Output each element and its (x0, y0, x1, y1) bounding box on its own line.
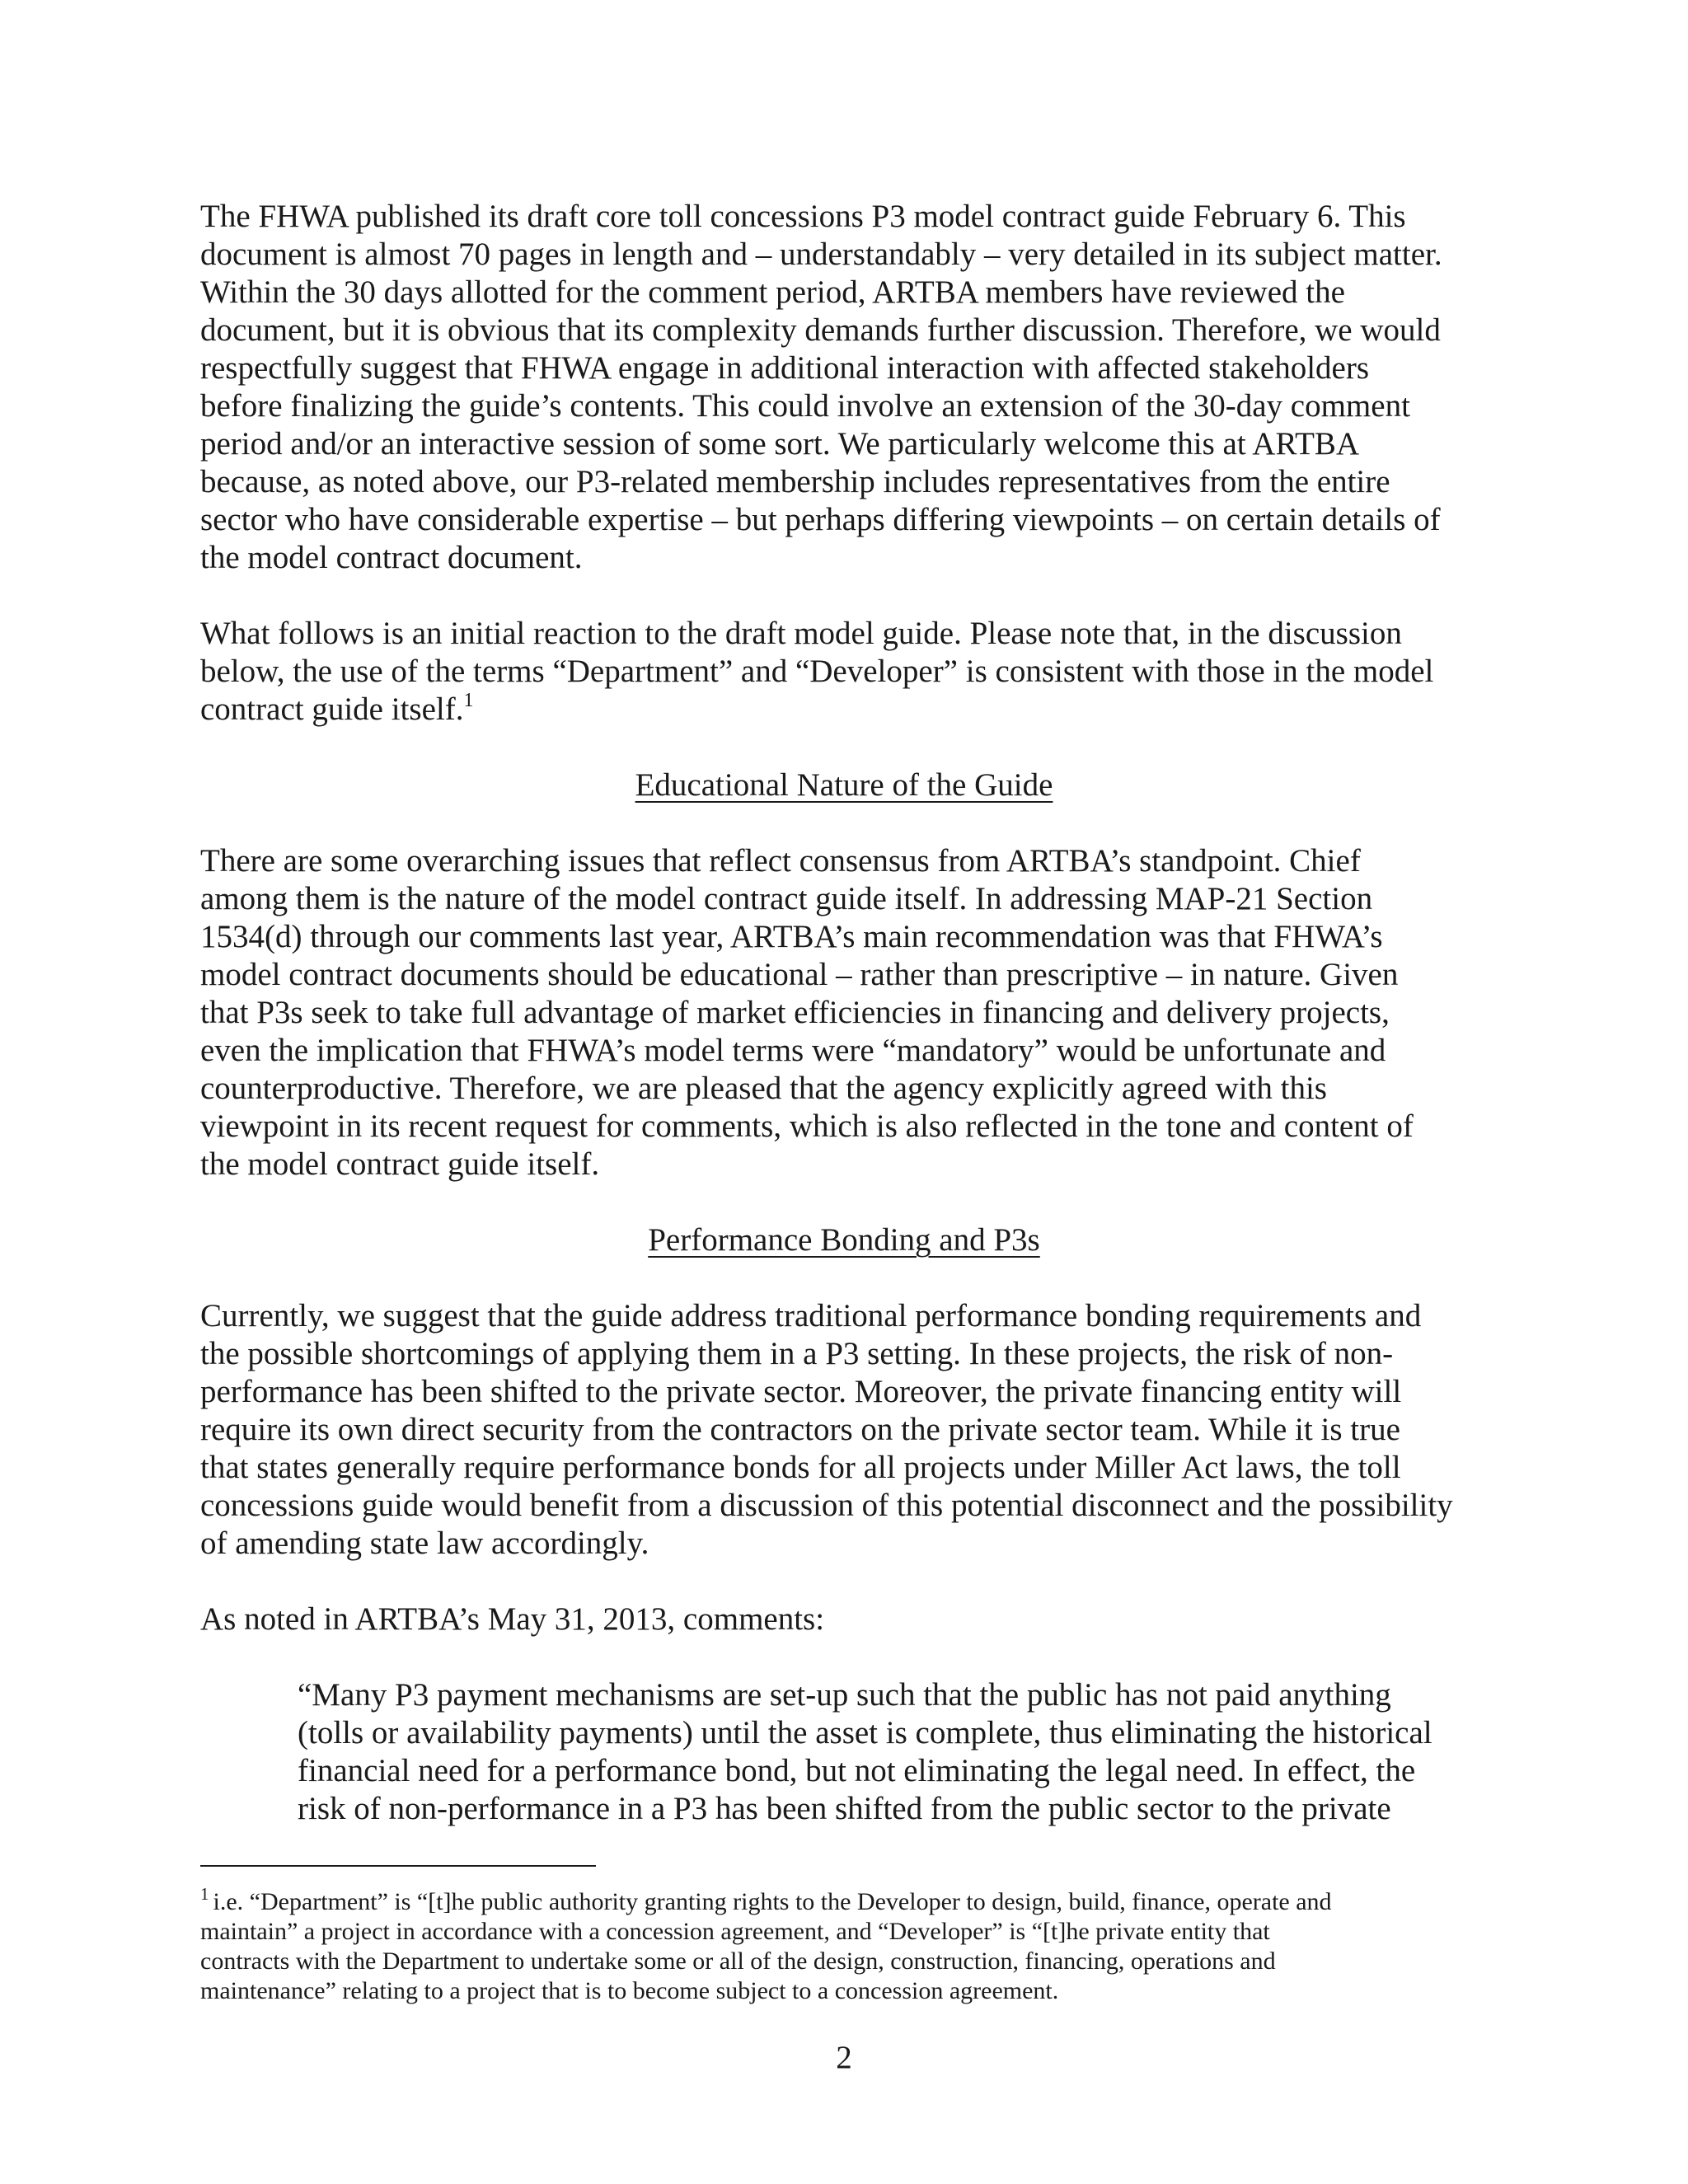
footnote-line: maintain” a project in accordance with a concession agreement, and “Developer” is “[t]he private entity that (200, 1918, 1270, 1945)
text-line: the possible shortcomings of applying them in a P3 setting. In these projects, the risk of non- (200, 1336, 1394, 1371)
text-line: among them is the nature of the model contract guide itself. In addressing MAP-21 Section (200, 881, 1373, 916)
section-heading-educational-nature: Educational Nature of the Guide (635, 767, 1053, 803)
section-heading-performance-bonding: Performance Bonding and P3s (648, 1222, 1040, 1258)
text-line: 1534(d) through our comments last year, ARTBA’s main recommendation was that FHWA’s (200, 919, 1383, 954)
text-line: even the implication that FHWA’s model terms were “mandatory” would be unfortunate and (200, 1033, 1386, 1068)
footnote-text: i.e. “Department” is “[t]he public authority granting rights to the Developer to design, build, finance, operate and (213, 1888, 1332, 1915)
text-line: performance has been shifted to the private sector. Moreover, the private financing entity will (200, 1374, 1402, 1409)
quote-line: risk of non-performance in a P3 has been shifted from the public sector to the private (298, 1791, 1391, 1826)
text-line: the model contract document. (200, 540, 583, 575)
quote-line: “Many P3 payment mechanisms are set-up such that the public has not paid anything (298, 1677, 1391, 1713)
text-line: respectfully suggest that FHWA engage in additional interaction with affected stakeholders (200, 350, 1370, 386)
footnote-line: contracts with the Department to undertake some or all of the design, construction, financing, operations and (200, 1947, 1276, 1975)
text-line: require its own direct security from the contractors on the private sector team. While it is true (200, 1412, 1400, 1447)
text-line: What follows is an initial reaction to the draft model guide. Please note that, in the discussion (200, 616, 1402, 651)
text-line: document is almost 70 pages in length and – understandably – very detailed in its subject matter. (200, 237, 1442, 272)
text-line: viewpoint in its recent request for comments, which is also reflected in the tone and content of (200, 1108, 1414, 1144)
text-line: concessions guide would benefit from a discussion of this potential disconnect and the possibility (200, 1488, 1453, 1523)
quote-line: financial need for a performance bond, but not eliminating the legal need. In effect, the (298, 1753, 1416, 1788)
text-line: counterproductive. Therefore, we are pleased that the agency explicitly agreed with this (200, 1071, 1327, 1106)
footnote-divider (200, 1865, 596, 1867)
quote-line: (tolls or availability payments) until the asset is complete, thus eliminating the historical (298, 1715, 1432, 1750)
text-line: period and/or an interactive session of some sort. We particularly welcome this at ARTBA (200, 426, 1360, 462)
text-line: As noted in ARTBA’s May 31, 2013, comments: (200, 1601, 825, 1637)
footnote-line: maintenance” relating to a project that is to become subject to a concession agreement. (200, 1977, 1059, 2004)
page-number: 2 (836, 2040, 852, 2075)
text-line: below, the use of the terms “Department” and “Developer” is consistent with those in the model (200, 654, 1434, 689)
text-line: Currently, we suggest that the guide address traditional performance bonding requirements and (200, 1298, 1422, 1333)
text-line: because, as noted above, our P3-related membership includes representatives from the entire (200, 464, 1390, 499)
footnote-reference-marker: 1 (463, 690, 474, 711)
footnote-line (200, 1884, 1332, 1919)
text-line: that states generally require performance bonds for all projects under Miller Act laws, the toll (200, 1450, 1401, 1485)
text-line: that P3s seek to take full advantage of market efficiencies in financing and delivery projects, (200, 995, 1390, 1030)
text-line: document, but it is obvious that its complexity demands further discussion. Therefore, we would (200, 312, 1441, 348)
text-line: model contract documents should be educational – rather than prescriptive – in nature. Given (200, 957, 1399, 992)
text-line: before finalizing the guide’s contents. This could involve an extension of the 30-day comment (200, 388, 1410, 424)
text-line-with-footnote (200, 691, 473, 733)
text-line: of amending state law accordingly. (200, 1526, 649, 1561)
text-line: contract guide itself. (200, 691, 464, 727)
footnote-marker: 1 (200, 1884, 209, 1904)
text-line: the model contract guide itself. (200, 1146, 600, 1182)
text-line: Within the 30 days allotted for the comment period, ARTBA members have reviewed the (200, 274, 1345, 310)
text-line: There are some overarching issues that reflect consensus from ARTBA’s standpoint. Chief (200, 843, 1361, 879)
text-line: sector who have considerable expertise – but perhaps differing viewpoints – on certain details of (200, 502, 1441, 537)
text-line: The FHWA published its draft core toll concessions P3 model contract guide February 6. This (200, 199, 1406, 234)
